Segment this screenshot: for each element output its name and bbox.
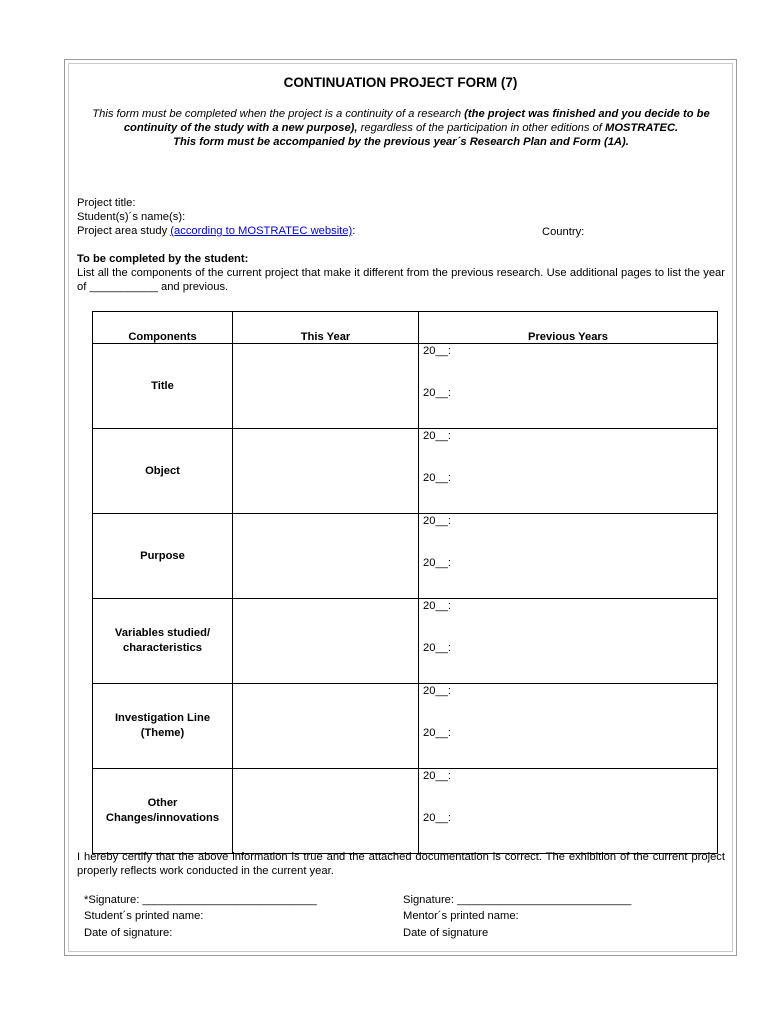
year-placeholder: 20__: [423,345,451,357]
table-header-row [93,312,718,344]
mostratec-website-link[interactable]: (according to MOSTRATEC website) [170,225,353,237]
table-row [93,514,718,599]
form-intro [82,107,720,149]
year-placeholder: 20__: [423,770,451,782]
previous-years-cell[interactable] [419,344,718,429]
header-components: Components [93,312,233,344]
this-year-cell[interactable] [233,344,419,429]
year-placeholder: 20__: [423,642,451,654]
header-previous-years: Previous Years [419,312,718,344]
area-label: Project area study [77,225,171,237]
this-year-cell[interactable] [233,514,419,599]
year-placeholder: 20__: [423,727,451,739]
this-year-cell[interactable] [233,769,419,854]
students-label: Student(s)´s name(s): [77,211,186,223]
year-placeholder: 20__: [423,515,451,527]
this-year-cell[interactable] [233,599,419,684]
student-date-label: Date of signature: [84,927,173,939]
intro-bold-text: (the project was finished and you decide to be continuity of the study with a new purpose), [123,108,710,134]
mentor-date-label: Date of signature [403,927,489,939]
previous-years-cell[interactable] [419,599,718,684]
table-row [93,769,718,854]
student-signature-line[interactable]: *Signature: ____________________________ [84,894,317,906]
intro-rest-text: regardless of the participation in other editions of [357,122,606,134]
component-cell: Title [93,344,233,429]
year-placeholder: 20__: [423,387,451,399]
component-cell: Object [93,429,233,514]
student-printed-name-label: Student´s printed name: [84,910,204,922]
country-label: Country: [542,226,585,238]
header-this-year: This Year [233,312,419,344]
intro-mostratec: MOSTRATEC. [605,122,679,134]
this-year-cell[interactable] [233,684,419,769]
year-placeholder: 20__: [423,600,451,612]
year-placeholder: 20__: [423,472,451,484]
previous-years-cell[interactable] [419,684,718,769]
form-title: CONTINUATION PROJECT FORM (7) [283,75,518,90]
table-row [93,429,718,514]
instructions-text: List all the components of the current project that make it different from the previous research. Use additional pages to list the year of ___________ and previous. [77,267,725,293]
component-cell: Other Changes/innovations [93,769,233,854]
area-colon: : [352,225,356,237]
year-placeholder: 20__: [423,430,451,442]
year-placeholder: 20__: [423,812,451,824]
components-table [92,311,718,854]
intro-accompany-text: This form must be accompanied by the previous year´s Research Plan and Form (1A). [173,136,629,148]
component-cell: Variables studied/ characteristics [93,599,233,684]
year-placeholder: 20__: [423,685,451,697]
table-row [93,344,718,429]
project-title-label: Project title: [77,197,136,209]
table-row [93,684,718,769]
student-section-heading: To be completed by the student: [77,253,249,265]
certification-text: I hereby certify that the above information is true and the attached documentation is correct. The exhibition of the current project properly reflects work conducted in the current year. [77,851,725,877]
this-year-cell[interactable] [233,429,419,514]
mentor-signature-line[interactable]: Signature: ____________________________ [403,894,632,906]
component-cell: Investigation Line (Theme) [93,684,233,769]
intro-text: This form must be completed when the project is a continuity of a research [92,108,465,120]
previous-years-cell[interactable] [419,769,718,854]
year-placeholder: 20__: [423,557,451,569]
area-line [77,224,355,238]
mentor-printed-name-label: Mentor´s printed name: [403,910,519,922]
table-row [93,599,718,684]
previous-years-cell[interactable] [419,429,718,514]
component-cell: Purpose [93,514,233,599]
previous-years-cell[interactable] [419,514,718,599]
